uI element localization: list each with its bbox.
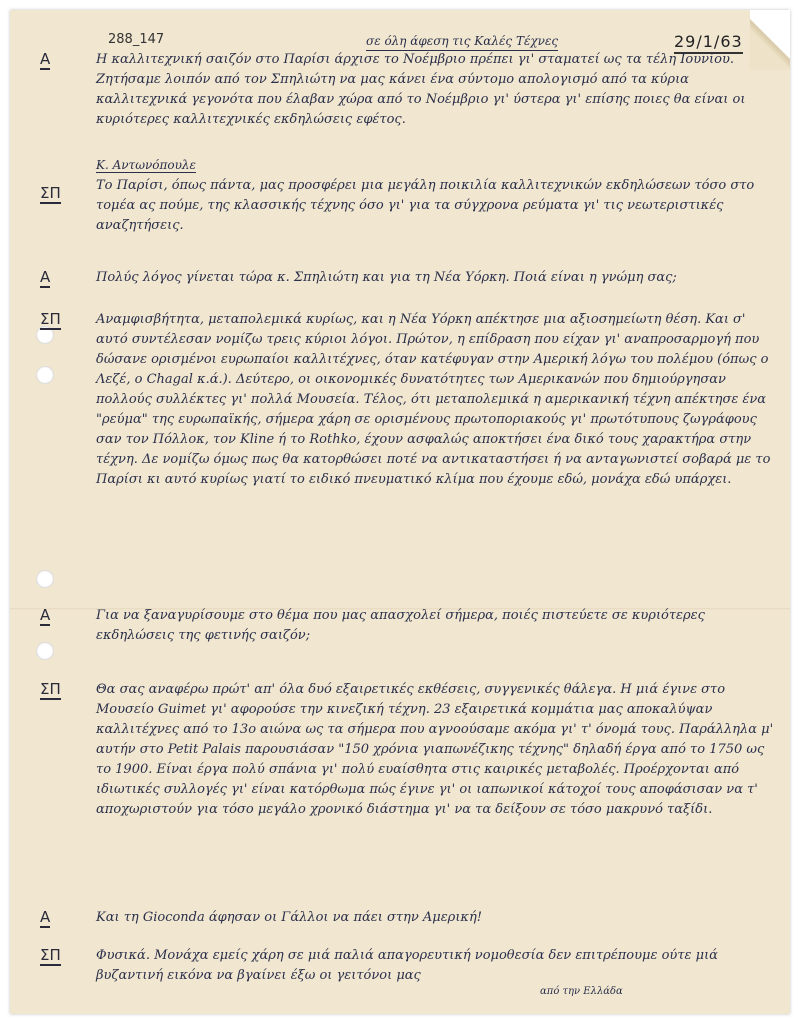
dialogue-text: Φυσικά. Μονάχα εμείς χάρη σε μιά παλιά απαγορευτική νομοθεσία δεν επιτρέπουμε ούτε μιά βυζαντινή εικόνα να βγαίνει έξω οι γειτόνοι μας xyxy=(96,948,718,983)
dialogue-block xyxy=(10,158,790,258)
speaker-label: ΣΠ xyxy=(40,680,61,698)
bottom-annotation: από την Ελλάδα xyxy=(540,986,623,997)
speaker-label: ΣΠ xyxy=(40,310,61,328)
dialogue-block xyxy=(10,310,790,610)
dialogue-block xyxy=(10,268,790,304)
manuscript-page xyxy=(10,10,790,1014)
dialogue-text: Και τη Gioconda άφησαν οι Γάλλοι να πάει στην Αμερική! xyxy=(96,910,482,925)
dialogue-text: Το Παρίσι, όπως πάντα, μας προσφέρει μια μεγάλη ποικιλία καλλιτεχνικών εκδηλώσεων τόσο στο τομέα ας πούμε, της κλασσικής τέχνης όσο γι' για τα σύγχρονα ρεύματα γι' τις νεωτεριστικές αναζητήσεις. xyxy=(96,178,755,233)
speaker-label: Α xyxy=(40,908,51,926)
reference-number: 288_147 xyxy=(108,32,165,47)
dialogue-subheading: Κ. Αντωνόπουλε xyxy=(96,158,196,172)
speaker-label: ΣΠ xyxy=(40,184,61,202)
dialogue-text: Πολύς λόγος γίνεται τώρα κ. Σπηλιώτη και για τη Νέα Υόρκη. Ποιά είναι η γνώμη σας; xyxy=(96,270,677,285)
dialogue-block xyxy=(10,946,790,992)
dialogue-text: Θα σας αναφέρω πρώτ' απ' όλα δυό εξαιρετικές εκθέσεις, συγγενικές θάλεγα. Η μιά έγινε στο Μουσείο Guimet γι' αφορούσε την κινεζική τέχνη. 23 εξαιρετικά κομμάτια μας αποκαλύψαν καλλιτέχνες από το 13ο αιώνα ως τα σήμερα που αγνοούσαμε ακόμα γι' τ' όνομά τους. Παράλληλα μ' αυτήν στο Petit Palais παρουσιάσαν "150 χρόνια γιαπωνέζικης τέχνης" δηλαδή έργα από το 1750 ως το 1900. Είναι έργα πολύ σπάνια γι' πολύ ευαίσθητα στις καιρικές μεταβολές. Προέρχονται από ιδιωτικές συλλογές γι' είναι κατόρθωμα πώς έγινε γι' οι ιαπωνικοί κάτοχοί τους αποφάσισαν να τ' αποχωριστούν για τόσο μεγάλο χρονικό διάστημα γι' να τα δείξουν σε τόσο μακρυνό ταξίδι. xyxy=(96,682,774,817)
speaker-label: Α xyxy=(40,50,51,68)
speaker-label: Α xyxy=(40,268,51,286)
document-date: 29/1/63 xyxy=(674,32,743,54)
dialogue-block xyxy=(10,908,790,938)
speaker-label: ΣΠ xyxy=(40,946,61,964)
dialogue-text: Για να ξαναγυρίσουμε στο θέμα που μας απασχολεί σήμερα, ποιές πιστεύετε σε κυριότερες εκδηλώσεις της φετινής σαιζόν; xyxy=(96,608,705,643)
dialogue-text: Αναμφισβήτητα, μεταπολεμικά κυρίως, και η Νέα Υόρκη απέκτησε μια αξιοσημείωτη θέση. Και σ' αυτό συντέλεσαν νομίζω τρεις κύριοι λόγοι. Πρώτον, η επίδραση που είχαν γι' αναπροσαρμογή που δώσανε ορισμένοι ευρωπαίοι καλλιτέχνες, όταν κατέφυγαν στην Αμερική λόγω του πολέμου (όπως ο Λεζέ, ο Chagal κ.ά.). Δεύτερο, οι οικονομικές δυνατότητες των Αμερικανών που δημιούργησαν πολλούς συλλέκτες γι' πολλά Μουσεία. Τέλος, ότι μεταπολεμικά η αμερικανική τέχνη απέκτησε ένα "ρεύμα" της ευρωπαϊκής, σήμερα χάρη σε ορισμένους πρωτοποριακούς γι' πρωτότυπους ζωγράφους σαν τον Πόλλοκ, τον Kline ή το Rothko, έχουν ασφαλώς αποκτήσει ένα δικό τους χαρακτήρα στην τέχνη. Δε νομίζω όμως πως θα κατορθώσει ποτέ να αντικαταστήσει ή να ανταγωνιστεί σοβαρά με το Παρίσι κι αυτό κυρίως γιατί το ειδικό πνευματικό κλίμα που έχουμε εδώ, μονάχα εδώ υπάρχει. xyxy=(96,312,771,487)
speaker-label: Α xyxy=(40,606,51,624)
dialogue-block xyxy=(10,50,790,160)
dialogue-block xyxy=(10,680,790,900)
dialogue-text: Η καλλιτεχνική σαιζόν στο Παρίσι άρχισε το Νοέμβριο πρέπει γι' σταματεί ως τα τέλη Ιουνίου. Ζητήσαμε λοιπόν από τον Σπηλιώτη να μας κάνει ένα σύντομο απολογισμό από τα κύρια καλλιτεχνικά γεγονότα που έλαβαν χώρα από το Νοέμβριο γι' ύστερα γι' επίσης ποιες θα είναι οι κυριότερες καλλιτεχνικές εκδηλώσεις εφέτος. xyxy=(96,52,746,127)
dialogue-block xyxy=(10,606,790,656)
top-annotation: σε όλη άφεση τις Καλές Τέχνες xyxy=(366,34,558,51)
